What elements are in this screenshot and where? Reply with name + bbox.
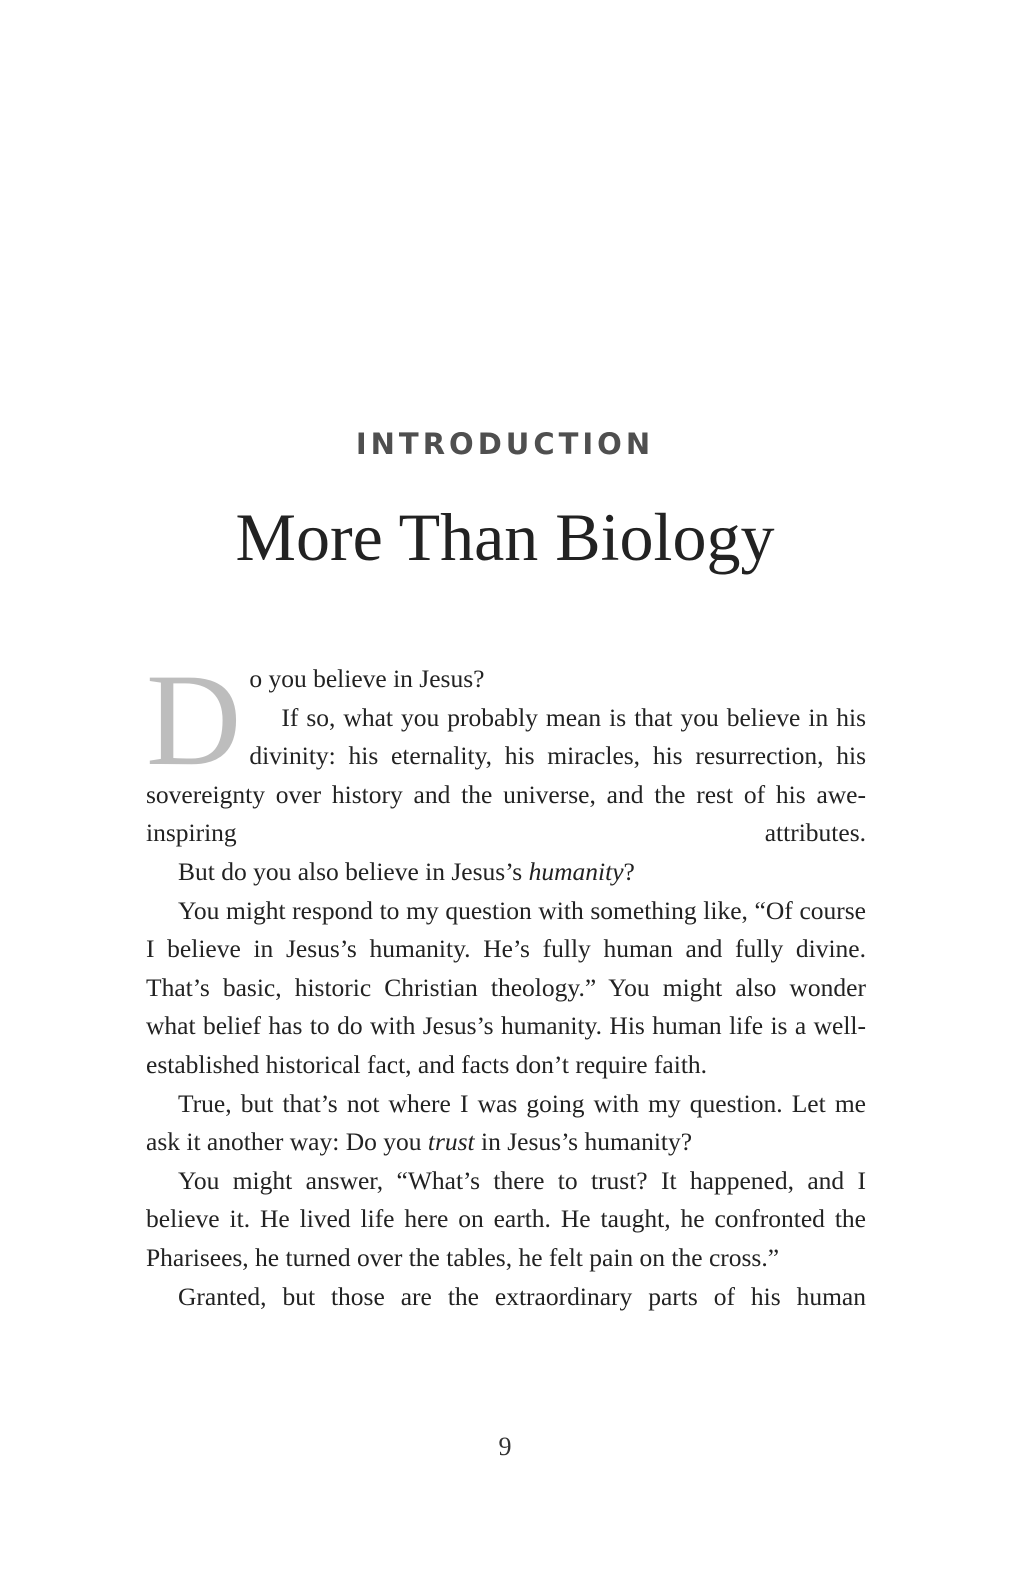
paragraph-3-emphasis: humanity bbox=[528, 856, 624, 886]
chapter-kicker: INTRODUCTION bbox=[355, 427, 655, 461]
page-number: 9 bbox=[498, 1432, 512, 1461]
paragraph-2-text: If so, what you probably mean is that you believe in his divinity: his eternality, his miracles, his resurrection, his sovereignty over history and the universe, and the rest of his awe-inspiring attributes. bbox=[146, 702, 866, 848]
paragraph-5-pre: True, but that’s not where I was going with my question. Let me ask it another way: Do you bbox=[146, 1088, 866, 1157]
paragraph-5-emphasis: trust bbox=[427, 1127, 475, 1157]
paragraph-7-text: Granted, but those are the extraordinary parts of his human bbox=[178, 1281, 866, 1311]
paragraph-6-text: You might answer, “What’s there to trust? It happened, and I believe it. He lived life here on earth. He taught, he confronted the Pharisees, he turned over the tables, he felt pain on the cross.” bbox=[146, 1165, 866, 1272]
paragraph-5-post: in Jesus’s humanity? bbox=[474, 1127, 693, 1157]
drop-cap: D bbox=[146, 646, 242, 793]
paragraph-4-text: You might respond to my question with something like, “Of course I believe in Jesus’s humanity. He’s fully human and fully divine. That’s basic, historic Christian theology.” You might also wonder what belief has to do with Jesus’s humanity. His human life is a well-established historical fact, and facts don’t require faith. bbox=[146, 895, 866, 1079]
chapter-title: More Than Biology bbox=[235, 499, 775, 575]
paragraph-3-post: ? bbox=[623, 856, 635, 886]
paragraph-2 bbox=[146, 699, 866, 853]
paragraph-3-pre: But do you also believe in Jesus’s bbox=[178, 856, 529, 886]
body-text bbox=[146, 646, 866, 1316]
paragraph-6 bbox=[146, 1162, 866, 1278]
paragraph-3 bbox=[146, 853, 866, 892]
paragraph-5 bbox=[146, 1085, 866, 1162]
paragraph-4 bbox=[146, 892, 866, 1085]
paragraph-1-text: o you believe in Jesus? bbox=[249, 664, 485, 693]
paragraph-7 bbox=[146, 1278, 866, 1317]
